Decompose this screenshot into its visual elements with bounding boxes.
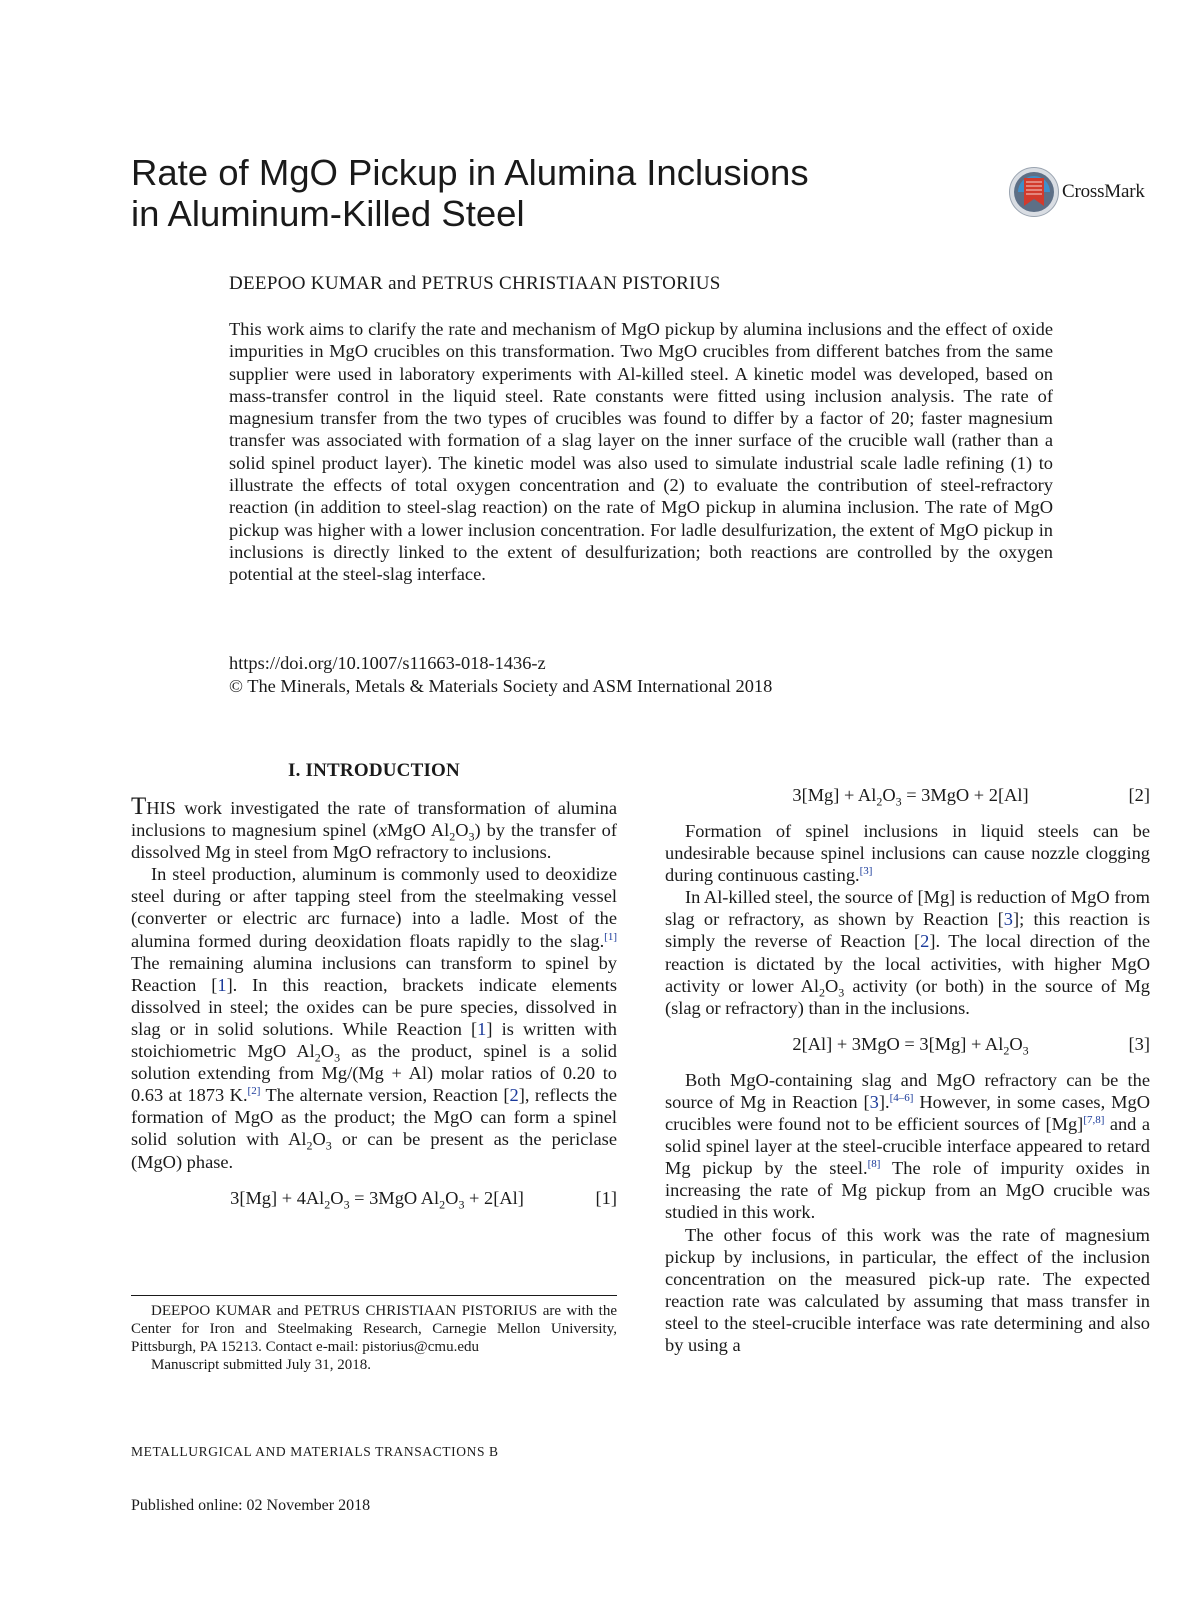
intro-paragraph-2: In steel production, aluminum is commonly used to deoxidize steel during or after tapping steel from the steelmaking vessel (converter or electric arc furnace) into a ladle. Most of the alumina formed during deoxidation floats rapidly to the slag.[1] The remaining alumina inclusions can transform to spinel by Reaction [1]. In this reaction, brackets indicate elements dissolved in steel; the oxides can be pure species, dissolved in slag or in solid solutions. While Reaction [1] is written with stoichiometric MgO $Al_2O_3$ as the product, spinel is a solid solution extending from Mg/(Mg + Al) molar ratios of 0.20 to 0.63 at 1873 K.[2] The alternate version, Reaction [2], reflects the formation of MgO as the product; the MgO can form a spinel solid solution with $Al_2O_3$ or can be present as the periclase (MgO) phase. xyxy=(131,864,618,1172)
reaction-link[interactable]: 2 xyxy=(509,1085,519,1106)
abstract: This work aims to clarify the rate and mechanism of MgO pickup by alumina inclusions and the effect of oxide impurities in MgO crucibles on this transformation. Two MgO crucibles from different batches from the same supplier were used in laboratory experiments with Al-killed steel. A kinetic model was developed, based on mass-transfer control in the liquid steel. Rate constants were fitted using inclusion analysis. The rate of magnesium transfer from the two types of crucibles was found to differ by a factor of 20; faster magnesium transfer was associated with formation of a slag layer on the inner surface of the crucible wall (rather than a solid spinel product layer). The kinetic model was also used to simulate industrial scale ladle refining (1) to illustrate the effects of total oxygen concentration and (2) to evaluate the contribution of steel-refractory reaction (in addition to steel-slag reaction) on the rate of MgO pickup in alumina inclusion. The rate of MgO pickup was higher with a lower inclusion concentration. For ladle desulfurization, the extent of MgO pickup in inclusions is directly linked to the extent of desulfurization; both reactions are controlled by the oxygen potential at the steel-slag interface. xyxy=(229,319,1053,585)
journal-name: METALLURGICAL AND MATERIALS TRANSACTIONS B xyxy=(131,1444,499,1459)
citation-link[interactable]: [4–6] xyxy=(889,1091,914,1104)
intro-paragraph-3: Formation of spinel inclusions in liquid steels can be undesirable because spinel inclusions can cause nozzle clogging during continuous casting.[3] xyxy=(665,821,1150,886)
crossmark-label: CrossMark xyxy=(1062,181,1145,202)
equation-2-body: $3[Mg] + Al_2O_3 = 3MgO + 2[Al]$ xyxy=(792,785,1029,809)
copyright-notice: © The Minerals, Metals & Materials Society and ASM International 2018 xyxy=(229,676,773,696)
submission-note: Manuscript submitted July 31, 2018. xyxy=(151,1357,371,1373)
intro-paragraph-4: In Al-killed steel, the source of [Mg] is reduction of MgO from slag or refractory, as shown by Reaction [3]; this reaction is simply the reverse of Reaction [2]. The local direction of the reaction is dictated by the local activities, with higher MgO activity or lower $Al_2O_3$ activity (or both) in the source of Mg (slag or refractory) than in the inclusions. xyxy=(665,887,1150,1018)
equation-1 xyxy=(131,1187,617,1212)
crossmark-icon xyxy=(1008,166,1060,218)
equation-2 xyxy=(665,784,1150,809)
citation-link[interactable]: [1] xyxy=(604,930,617,943)
equation-3-number: [3] xyxy=(1128,1033,1150,1054)
citation-link[interactable]: [7,8] xyxy=(1083,1113,1105,1126)
dropcap: T xyxy=(131,793,147,820)
citation-link[interactable]: [3] xyxy=(859,865,873,878)
author-list: DEEPOO KUMAR and PETRUS CHRISTIAAN PISTORIUS xyxy=(229,273,721,294)
reaction-link[interactable]: 2 xyxy=(920,931,930,952)
intro-paragraph-6: The other focus of this work was the rate of magnesium pickup by inclusions, in particular, the effect of the inclusion concentration on the measured pick-up rate. The expected reaction rate was calculated by assuming that mass transfer in steel to the steel-crucible interface was rate determining and also by using a xyxy=(665,1224,1150,1355)
citation-link[interactable]: [2] xyxy=(247,1085,261,1098)
right-column xyxy=(665,785,1150,1356)
equation-1-body: $3[Mg] + 4Al_2O_3 = 3MgO$ $Al_2O_3 + 2[Al]$ xyxy=(230,1187,524,1212)
equation-1-number: [1] xyxy=(595,1187,617,1208)
reaction-link[interactable]: 1 xyxy=(217,974,227,995)
left-column xyxy=(131,760,617,1223)
doi-link[interactable]: https://doi.org/10.1007/s11663-018-1436-z xyxy=(229,653,546,673)
reaction-link[interactable]: 3 xyxy=(1003,909,1013,930)
reaction-link[interactable]: 1 xyxy=(477,1018,487,1039)
intro-paragraph-5: Both MgO-containing slag and MgO refractory can be the source of Mg in Reaction [3].[4–6] However, in some cases, MgO crucibles were found not to be efficient sources of [Mg][7,8] and a solid spinel layer at the steel-crucible interface appeared to retard Mg pickup by the steel.[8] The role of impurity oxides in increasing the rate of Mg pickup from an MgO crucible was studied in this work. xyxy=(665,1069,1150,1223)
paper-title xyxy=(131,152,871,234)
footnote-divider xyxy=(131,1295,617,1296)
paper-title-line-2: in Aluminum-Killed Steel xyxy=(131,193,525,234)
crossmark-badge[interactable] xyxy=(1008,164,1178,220)
paper-title-line-1: Rate of MgO Pickup in Alumina Inclusions xyxy=(131,152,809,193)
intro-paragraph-1: THIS work investigated the rate of transformation of alumina inclusions to magnesium spinel (xMgO $Al_2O_3$) by the transfer of dissolved Mg in steel from MgO refractory to inclusions. xyxy=(131,793,617,863)
section-heading-introduction: I. INTRODUCTION xyxy=(288,760,460,781)
citation-link[interactable]: [8] xyxy=(867,1158,881,1171)
reaction-link[interactable]: 3 xyxy=(869,1091,879,1112)
equation-3-body: $2[Al] + 3MgO = 3[Mg] + Al_2O_3$ xyxy=(792,1033,1029,1058)
equation-2-number: [2] xyxy=(1128,785,1150,805)
affiliation-note: DEEPOO KUMAR and PETRUS CHRISTIAAN PISTORIUS are with the Center for Iron and Steelmaking Research, Carnegie Mellon University, Pittsburgh, PA 15213. Contact e-mail: pistorius@cmu.edu xyxy=(131,1303,617,1355)
equation-3 xyxy=(665,1033,1150,1058)
publication-date: Published online: 02 November 2018 xyxy=(131,1497,371,1514)
author-footnote xyxy=(131,1302,617,1374)
